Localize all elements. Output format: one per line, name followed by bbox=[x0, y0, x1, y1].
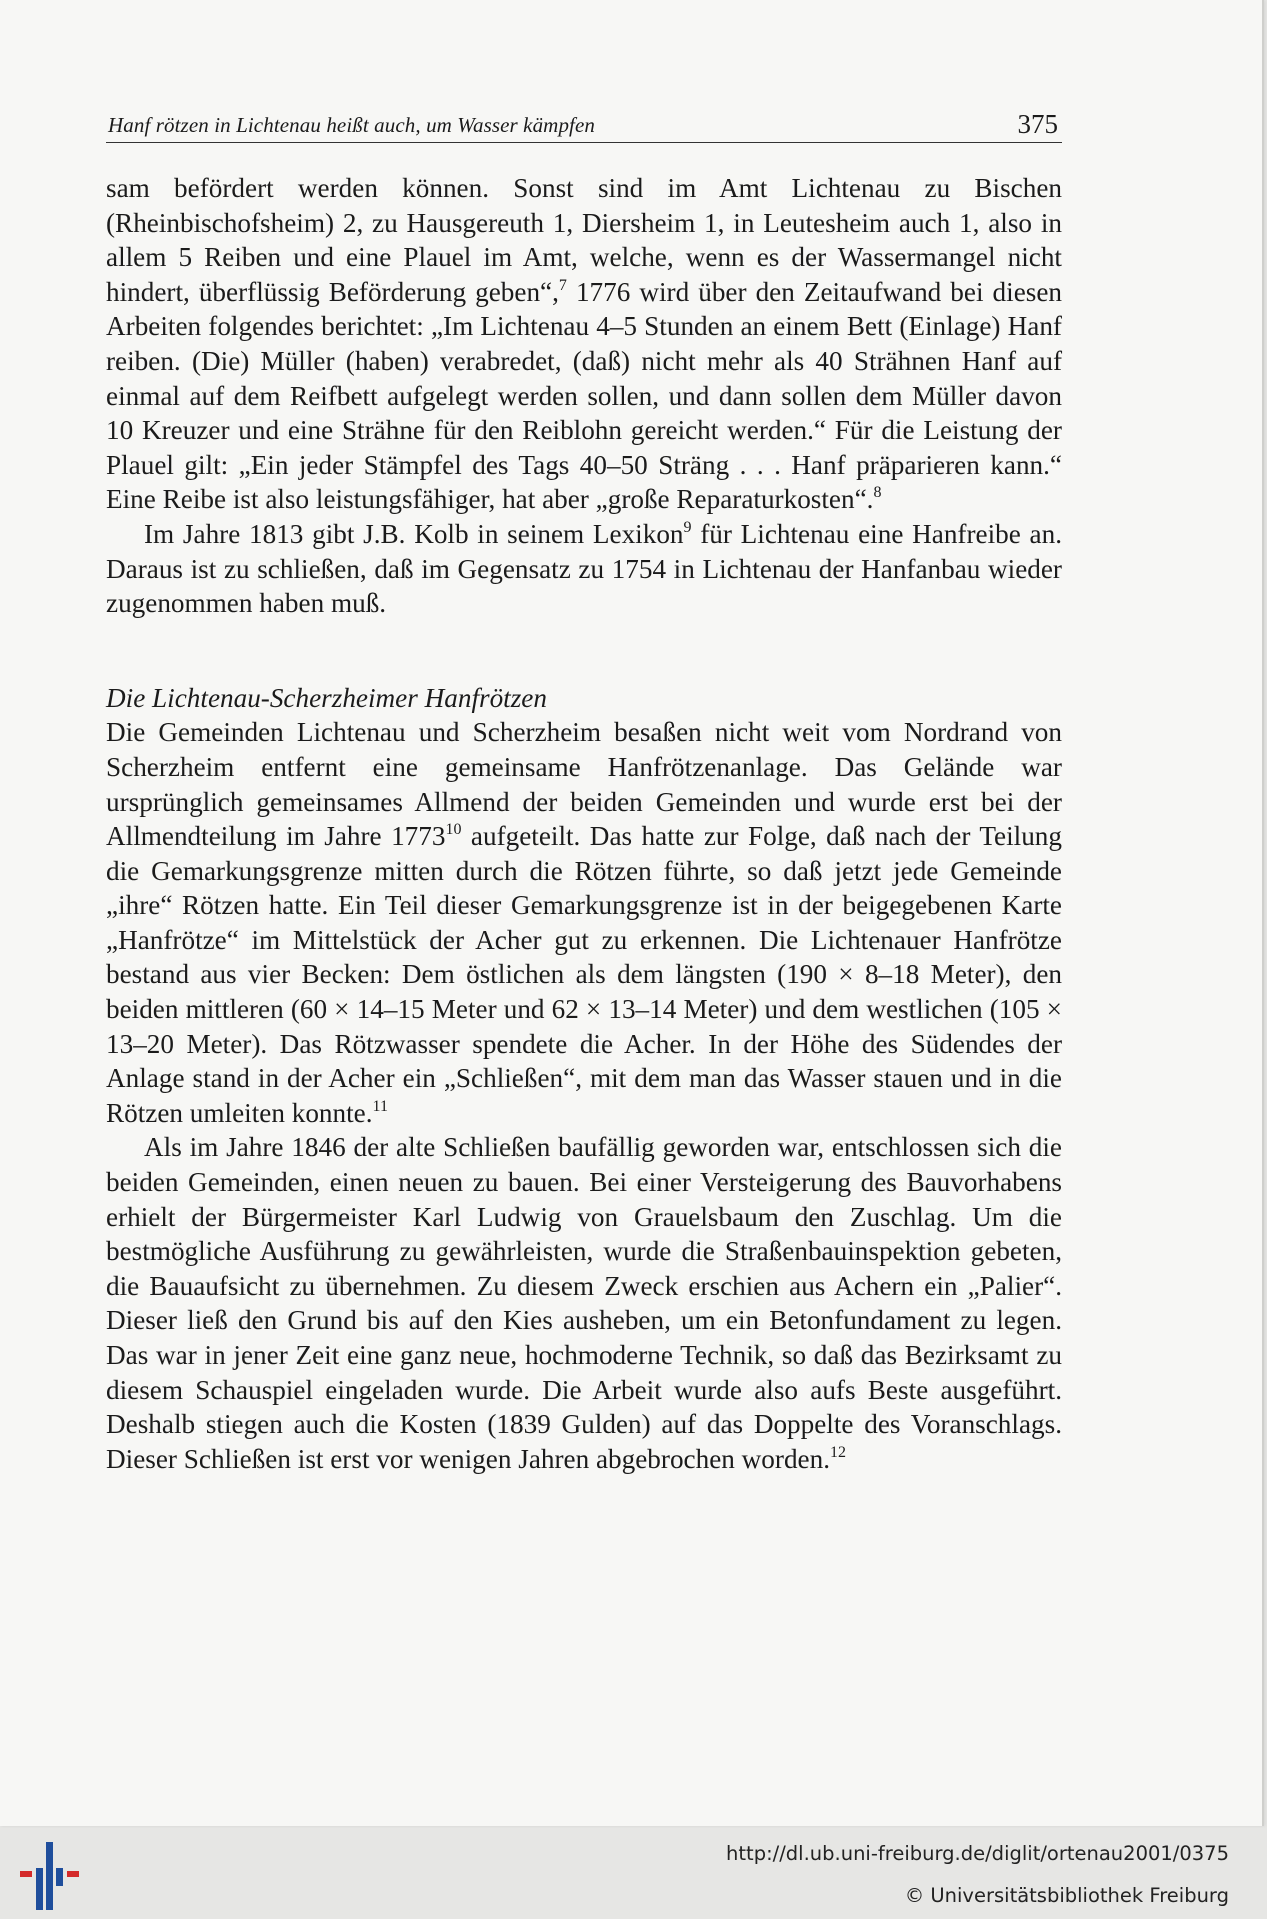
footnote-ref: 9 bbox=[683, 518, 692, 536]
footnote-ref: 7 bbox=[558, 276, 567, 294]
copyright-notice: © Universitätsbibliothek Freiburg bbox=[904, 1884, 1229, 1907]
paragraph bbox=[106, 1130, 1062, 1476]
paragraph bbox=[106, 171, 1062, 517]
paragraph-text: aufgeteilt. Das hatte zur Folge, daß nach der Teilung die Gemarkungsgrenze mitten durch die Rötzen führte, so daß jetzt jede Gemeinde „ihre“ Rötzen hatte. Ein Teil dieser Gemarkungsgrenze ist in der beigegebenen Karte „Hanfrötze“ im Mittelstück der Acher gut zu erkennen. Die Lichtenauer Hanfrötze bestand aus vier Becken: Dem östlichen als dem längsten (190 × 8–18 Meter), den beiden mittleren (60 × 14–15 Meter und 62 × 13–14 Meter) und dem westlichen (105 × 13–20 Meter). Das Rötzwasser spendete die Acher. In der Höhe des Südendes der Anlage stand in der Acher ein „Schließen“, mit dem man das Wasser stauen und in die Rötzen umleiten konnte. bbox=[106, 821, 1062, 1128]
footnote-ref: 8 bbox=[873, 484, 882, 502]
section-spacer bbox=[106, 621, 1062, 681]
paragraph bbox=[106, 517, 1062, 621]
paragraph bbox=[106, 715, 1062, 1130]
footnote-ref: 10 bbox=[445, 821, 462, 839]
source-url-link[interactable]: http://dl.ub.uni-freiburg.de/diglit/ortenau2001/0375 bbox=[726, 1842, 1229, 1865]
paragraph-text: sam befördert werden können. Sonst sind im Amt Lichtenau zu Bischen (Rheinbischofsheim) 2, zu Hausgereuth 1, Diersheim 1, in Leutesheim auch 1, also in allem 5 Reiben und eine Plauel im Amt, welche, wenn es der Wassermangel nicht hindert, überflüssig Beförderung geben“, bbox=[106, 173, 1062, 307]
paragraph-text: Die Gemeinden Lichtenau und Scherzheim besaßen nicht weit vom Nordrand von Scherzheim entfernt eine gemeinsame Hanfrötzenanlage. Das Gelände war ursprünglich gemeinsames Allmend der beiden Gemeinden und wurde erst bei der Allmendteilung im Jahre 1773 bbox=[106, 717, 1062, 852]
body-text bbox=[106, 171, 1062, 1476]
running-title: Hanf rötzen in Lichtenau heißt auch, um Wasser kämpfen bbox=[108, 113, 595, 137]
viewer-footer bbox=[0, 1828, 1267, 1919]
paragraph-text: 1776 wird über den Zeitaufwand bei diesen Arbeiten folgendes berichtet: „Im Lichtenau 4–5 Stunden an einem Bett (Einlage) Hanf reiben. (Die) Müller (haben) verabredet, (daß) nicht mehr als 40 Strähnen Hanf auf einmal auf dem Reifbett aufgelegt werden sollen, und dann sollen dem Müller davon 10 Kreuzer und eine Strähne für den Reiblohn gereicht werden.“ Für die Leistung der Plauel gilt: „Ein jeder Stämpfel des Tags 40–50 Sträng . . . Hanf präparieren kann.“ Eine Reibe ist also leistungsfähiger, hat aber „große Reparaturkosten“. bbox=[106, 276, 1063, 515]
running-header bbox=[106, 98, 1062, 143]
page-number: 375 bbox=[1017, 109, 1058, 139]
footnote-ref: 12 bbox=[830, 1443, 846, 1461]
paragraph-text: für Lichtenau eine Hanfreibe an. Daraus ist zu schließen, daß im Gegensatz zu 1754 in Lichtenau der Hanfanbau wieder zugenommen haben muß. bbox=[106, 518, 1062, 619]
paragraph-text: Als im Jahre 1846 der alte Schließen baufällig geworden war, entschlossen sich die beiden Gemeinden, einen neuen zu bauen. Bei einer Versteigerung des Bauvorhabens erhielt der Bürgermeister Karl Ludwig von Grauelsbaum den Zuschlag. Um die bestmögliche Ausführung zu gewährleisten, wurde die Straßenbauinspektion gebeten, die Bauaufsicht zu übernehmen. Zu diesem Zweck erschien aus Achern ein „Palier“. Dieser ließ den Grund bis auf den Kies ausheben, um ein Betonfundament zu legen. Das war in jener Zeit eine ganz neue, hochmoderne Technik, so daß das Bezirksamt zu diesem Schauspiel eingeladen wurde. Die Arbeit wurde also aufs Beste ausgeführt. Deshalb stiegen auch die Kosten (1839 Gulden) auf das Doppelte des Voranschlags. Dieser Schließen ist erst vor wenigen Jahren abgebrochen worden. bbox=[106, 1132, 1062, 1474]
paragraph-text: Im Jahre 1813 gibt J.B. Kolb in seinem Lexikon bbox=[144, 518, 684, 549]
footnote-ref: 11 bbox=[372, 1097, 388, 1115]
section-heading: Die Lichtenau-Scherzheimer Hanfrötzen bbox=[106, 682, 547, 713]
ub-freiburg-logo-icon bbox=[16, 1838, 86, 1914]
